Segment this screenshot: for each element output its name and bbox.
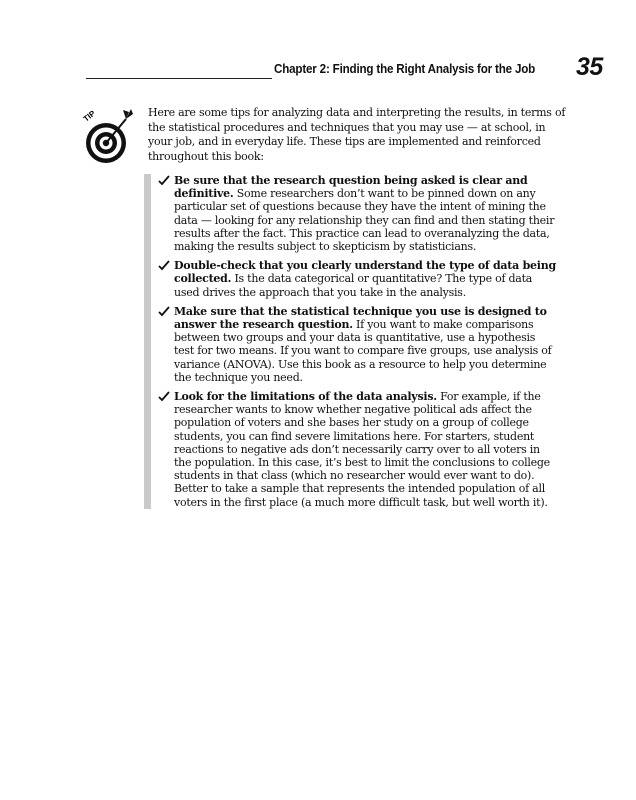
check-icon (158, 391, 170, 402)
tip-item-2 (158, 259, 556, 299)
tip-body: Some researchers don’t want to be pinned down on any particular set of questions because they have the intent of mining the data — looking for any relationship they can find and then stating their results after the fact. This practice can lead to overanalyzing the data, making the results subject to skepticism by statisticians. (174, 187, 555, 254)
tip-body: Is the data categorical or quantitative? The type of data used drives the approach that you take in the analysis. (174, 272, 533, 299)
tip-body: If you want to make comparisons between two groups and your data is quantitative, use a hypothesis test for two means. If you want to compare five groups, use analysis of variance (ANOVA). Use this book as a resource to help you determine the technique you need. (174, 318, 552, 384)
tip-body: For example, if the researcher wants to know whether negative political ads affect the population of voters and she bases her study on a group of college students, you can find severe limitations here. For starters, student reactions to negative ads don’t necessarily carry over to all voters in the population. In this case, it’s best to limit the conclusions to college students in that class (which no researcher would ever want to do). Better to take a sample that represents the intended population of all voters in the first place (a much more difficult task, but well worth it). (174, 390, 550, 509)
tip-label: TIP (82, 108, 98, 124)
tips-list (158, 174, 556, 515)
tip-heading: Look for the limitations of the data analysis. (174, 390, 437, 404)
tip-item-3 (158, 305, 556, 384)
page-number: 35 (576, 53, 603, 81)
header-rule (86, 78, 272, 79)
tip-item-1 (158, 174, 556, 253)
tip-item-4 (158, 390, 556, 509)
tip-heading: Be sure that the research question being asked is clear and definitive. (174, 174, 528, 201)
check-icon (158, 175, 170, 186)
chapter-title: Chapter 2: Finding the Right Analysis for the Job (274, 62, 536, 76)
tip-sidebar-bar (144, 174, 151, 509)
running-header (86, 55, 612, 85)
intro-paragraph: Here are some tips for analyzing data and interpreting the results, in terms of the statistical procedures and techniques that you may use — at school, in your job, and in everyday life. These tips are implemented and reinforced throughout this book: (148, 106, 566, 163)
tip-heading: Double-check that you clearly understand the type of data being collected. (174, 259, 556, 286)
check-icon (158, 306, 170, 317)
tip-heading: Make sure that the statistical technique you use is designed to answer the research question. (174, 304, 547, 332)
check-icon (158, 260, 170, 271)
tip-target-icon (82, 108, 134, 166)
